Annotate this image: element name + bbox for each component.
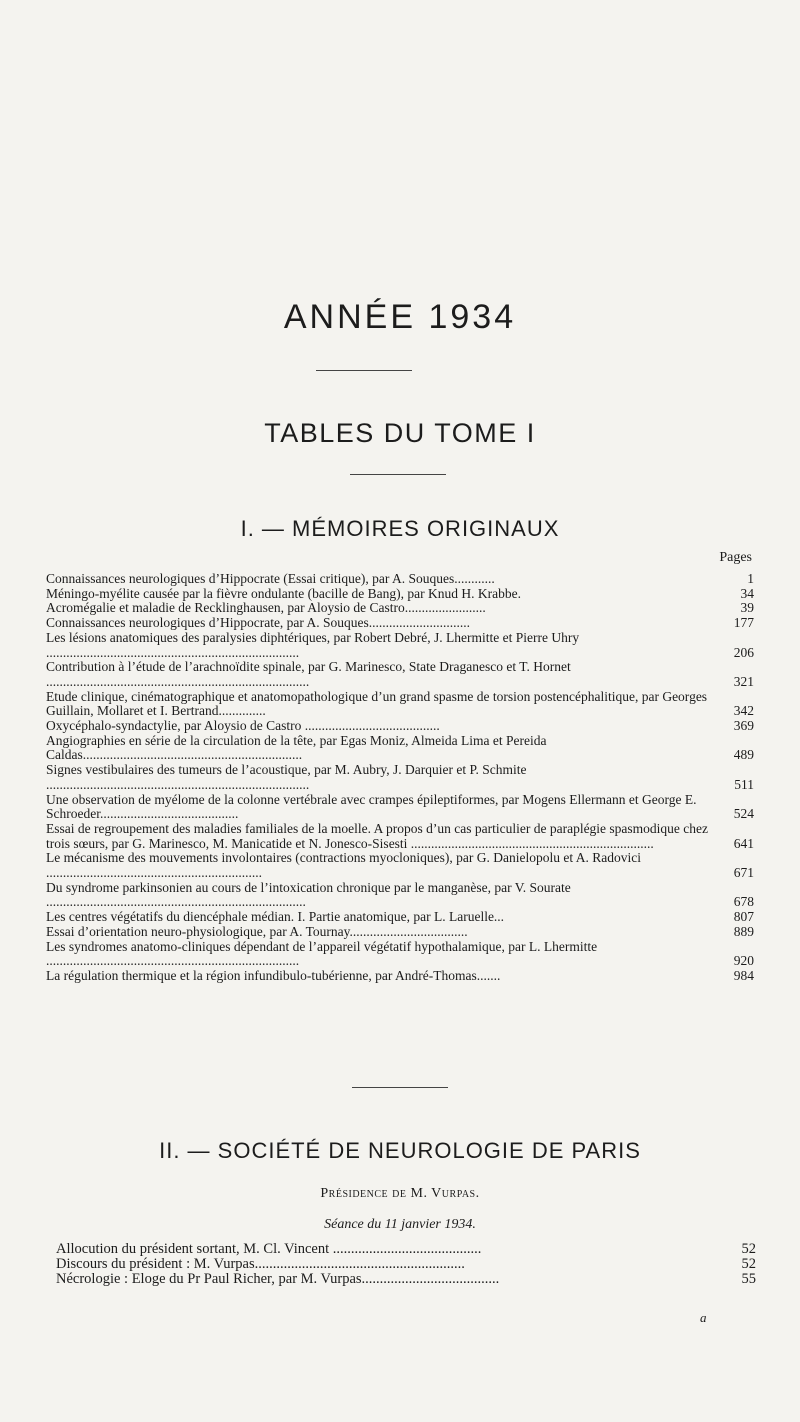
entry-text: Acromégalie et maladie de Recklinghausen, par Aloysio de Castro........................ xyxy=(46,600,486,616)
list-item xyxy=(46,601,754,616)
entry-text: Les syndromes anatomo-cliniques dépendant de l’appareil végétatif hypothalamique, par L. Lhermitte ........................................................................... xyxy=(46,938,598,969)
divider xyxy=(352,1087,448,1088)
list-item xyxy=(56,1272,756,1287)
entry-text: Etude clinique, cinématographique et anatomopathologique d’un grand spasme de torsion postencéphalitique, par Georges Guillain, Mollaret et I. Bertrand.............. xyxy=(46,688,708,719)
list-item xyxy=(46,734,754,763)
memoires-list xyxy=(46,572,754,984)
entry-text: Le mécanisme des mouvements involontaires (contractions myocloniques), par G. Danielopolu et A. Radovici ................................................................ xyxy=(46,850,641,881)
list-item xyxy=(46,660,754,689)
entry-text: Essai de regroupement des maladies familiales de la moelle. A propos d’un cas particulier de paraplégie spasmodique chez trois sœurs, par G. Marinesco, M. Manicatide et N. Jonesco-Sisesti ........................................................................ xyxy=(46,820,709,851)
list-item xyxy=(46,910,754,925)
entry-page: 641 xyxy=(733,835,754,851)
entry-text: Les centres végétatifs du diencéphale médian. I. Partie anatomique, par L. Laruelle... xyxy=(46,909,505,925)
page-signature: a xyxy=(700,1310,707,1325)
entry-text: Angiographies en série de la circulation de la tête, par Egas Moniz, Almeida Lima et Pereida Caldas................................................................. xyxy=(46,732,547,763)
list-item xyxy=(46,690,754,719)
list-item xyxy=(46,631,754,660)
entry-text: Contribution à l’étude de l’arachnoïdite spinale, par G. Marinesco, State Draganesco et T. Hornet .............................................................................. xyxy=(46,659,571,689)
pages-label: Pages xyxy=(719,550,752,565)
entry-text: Oxycéphalo-syndactylie, par Aloysio de Castro ........................................ xyxy=(46,718,440,734)
divider xyxy=(316,370,412,371)
seance: Séance du 11 janvier 1934. xyxy=(324,1217,476,1232)
list-item xyxy=(46,940,754,969)
entry-text: Connaissances neurologiques d’Hippocrate (Essai critique), par A. Souques............ xyxy=(46,571,495,586)
entry-page: 984 xyxy=(733,967,754,983)
entry-text: Discours du président : M. Vurpas.......................................................... xyxy=(56,1255,465,1272)
entry-page: 39 xyxy=(740,600,754,616)
entry-page: 524 xyxy=(733,806,754,822)
entry-text: Nécrologie : Eloge du Pr Paul Richer, par M. Vurpas...................................... xyxy=(56,1270,500,1287)
entry-page: 206 xyxy=(733,644,754,660)
list-item xyxy=(46,925,754,940)
entry-text: Méningo-myélite causée par la fièvre ondulante (bacille de Bang), par Knud H. Krabbe. xyxy=(46,585,521,601)
list-item xyxy=(46,763,754,792)
entry-page: 1 xyxy=(747,571,754,586)
entry-page: 342 xyxy=(733,703,754,719)
list-item xyxy=(46,822,754,851)
entry-text: Signes vestibulaires des tumeurs de l’acoustique, par M. Aubry, J. Darquier et P. Schmite .............................................................................. xyxy=(46,762,527,792)
list-item xyxy=(46,851,754,880)
entry-page: 52 xyxy=(741,1255,756,1272)
societe-list xyxy=(56,1242,756,1286)
entry-text: La régulation thermique et la région infundibulo-tubérienne, par André-Thomas....... xyxy=(46,967,501,983)
section2-title: II. — SOCIÉTÉ DE NEUROLOGIE DE PARIS xyxy=(159,1138,641,1163)
divider xyxy=(350,474,446,475)
entry-page: 52 xyxy=(741,1241,756,1257)
entry-page: 321 xyxy=(733,673,754,689)
list-item xyxy=(56,1257,756,1272)
list-item xyxy=(46,881,754,910)
entry-page: 489 xyxy=(733,747,754,763)
entry-page: 671 xyxy=(733,865,754,881)
entry-text: Essai d’orientation neuro-physiologique, par A. Tournay................................... xyxy=(46,923,468,939)
entry-page: 55 xyxy=(741,1270,756,1287)
tables-title: TABLES DU TOME I xyxy=(264,418,536,448)
entry-text: Une observation de myélome de la colonne vertébrale avec crampes épileptiformes, par Mogens Ellermann et George E. Schroeder......................................... xyxy=(46,791,697,822)
entry-text: Les lésions anatomiques des paralysies diphtériques, par Robert Debré, J. Lhermitte et Pierre Uhry ........................................................................... xyxy=(46,629,580,660)
list-item xyxy=(46,587,754,602)
entry-page: 369 xyxy=(733,718,754,734)
year-title: ANNÉE 1934 xyxy=(283,298,517,336)
list-item xyxy=(46,969,754,984)
list-item xyxy=(46,719,754,734)
entry-text: Connaissances neurologiques d’Hippocrate, par A. Souques.............................. xyxy=(46,615,471,631)
entry-page: 889 xyxy=(733,923,754,939)
entry-page: 511 xyxy=(734,776,754,792)
presidence: Présidence de M. Vurpas. xyxy=(320,1186,480,1201)
entry-page: 678 xyxy=(733,894,754,910)
list-item xyxy=(46,616,754,631)
entry-page: 920 xyxy=(733,953,754,969)
section1-title: I. — MÉMOIRES ORIGINAUX xyxy=(240,516,560,541)
entry-text: Allocution du président sortant, M. Cl. Vincent ......................................... xyxy=(56,1241,482,1257)
list-item xyxy=(46,793,754,822)
entry-page: 807 xyxy=(733,909,754,925)
list-item xyxy=(46,572,754,587)
entry-text: Du syndrome parkinsonien au cours de l’intoxication chronique par le manganèse, par V. Sourate ............................................................................. xyxy=(46,879,571,910)
entry-page: 177 xyxy=(733,615,754,631)
entry-page: 34 xyxy=(740,585,754,601)
list-item xyxy=(56,1242,756,1257)
